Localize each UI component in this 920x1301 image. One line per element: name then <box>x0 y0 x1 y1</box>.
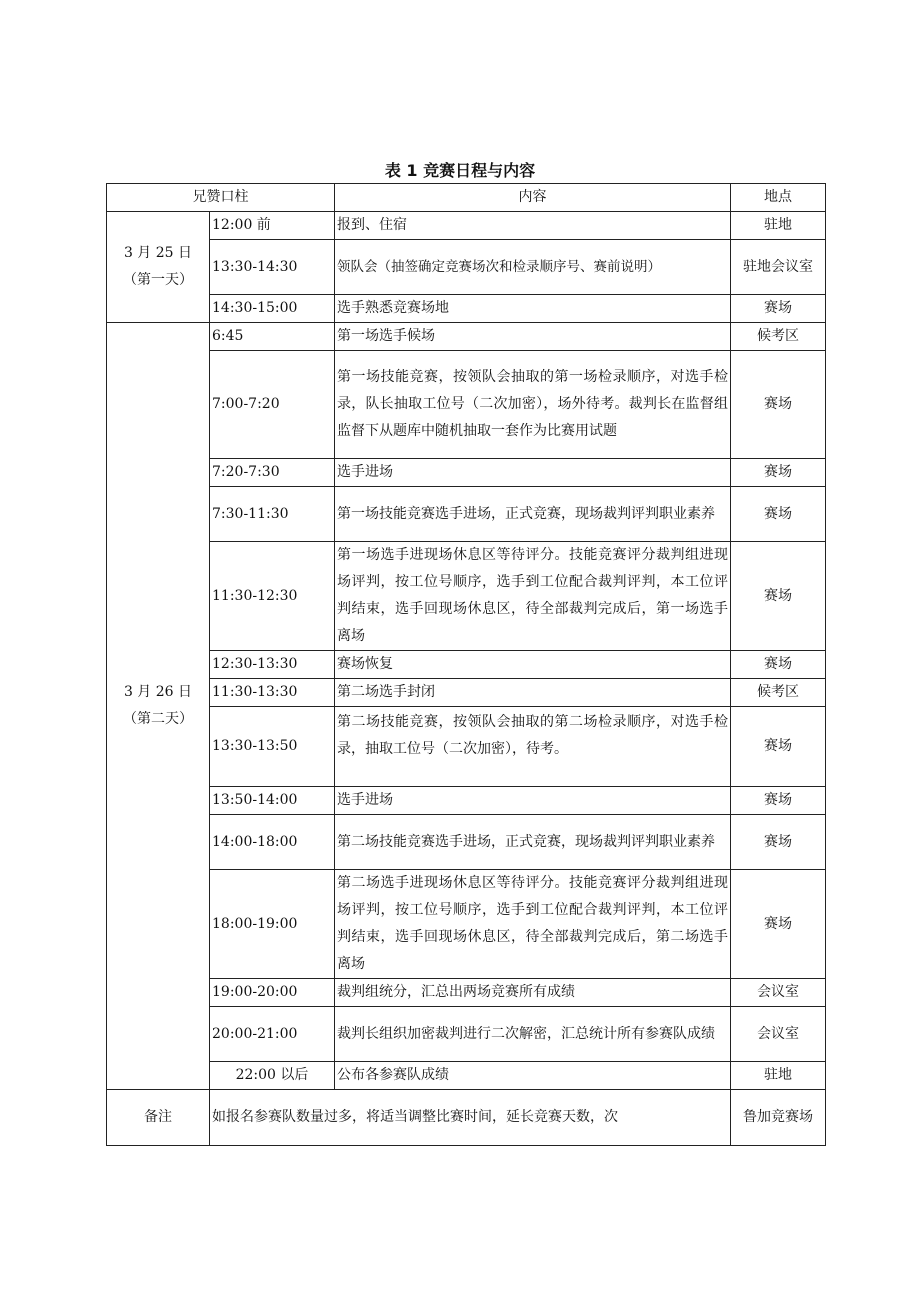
content-cell: 选手进场 <box>335 459 731 487</box>
header-content: 内容 <box>335 184 731 212</box>
location-cell: 赛场 <box>731 351 826 459</box>
day2-cell <box>107 323 210 1090</box>
time-cell: 7:30-11:30 <box>210 487 335 542</box>
content-cell: 裁判组统分，汇总出两场竞赛所有成绩 <box>335 979 731 1007</box>
time-cell: 7:20-7:30 <box>210 459 335 487</box>
time-cell: 18:00-19:00 <box>210 870 335 979</box>
table-title: 表 1 竞赛日程与内容 <box>384 161 536 180</box>
table-row <box>107 979 826 1007</box>
day1-label: （第一天） <box>123 272 193 288</box>
time-cell: 11:30-12:30 <box>210 542 335 651</box>
time-cell: 11:30-13:30 <box>210 679 335 707</box>
note-text: 如报名参赛队数量过多，将适当调整比赛时间，延长竞赛天数，次 <box>210 1090 731 1146</box>
table-row <box>107 240 826 295</box>
content-cell: 第二场技能竞赛选手进场，正式竞赛，现场裁判评判职业素养 <box>335 815 731 870</box>
time-cell: 14:30-15:00 <box>210 295 335 323</box>
location-cell: 驻地会议室 <box>731 240 826 295</box>
content-cell: 第一场选手进现场休息区等待评分。技能竞赛评分裁判组进现场评判，按工位号顺序，选手到工位配合裁判评判，本工位评判结束，选手回现场休息区，待全部裁判完成后，第一场选手离场 <box>335 542 731 651</box>
location-cell: 赛场 <box>731 459 826 487</box>
time-cell: 7:00-7:20 <box>210 351 335 459</box>
day1-cell <box>107 212 210 323</box>
table-row <box>107 870 826 979</box>
content-cell: 裁判长组织加密裁判进行二次解密，汇总统计所有参赛队成绩 <box>335 1007 731 1062</box>
time-cell: 20:00-21:00 <box>210 1007 335 1062</box>
location-cell: 驻地 <box>731 1062 826 1090</box>
location-cell: 驻地 <box>731 212 826 240</box>
table-row <box>107 212 826 240</box>
day2-label: （第二天） <box>123 711 193 727</box>
location-cell: 赛场 <box>731 651 826 679</box>
header-location: 地点 <box>731 184 826 212</box>
day1-date: 3 月 25 日 <box>123 245 193 261</box>
time-cell: 19:00-20:00 <box>210 979 335 1007</box>
content-cell: 第一场选手候场 <box>335 323 731 351</box>
note-row <box>107 1090 826 1146</box>
time-cell: 12:00 前 <box>210 212 335 240</box>
location-cell: 赛场 <box>731 815 826 870</box>
table-row <box>107 1062 826 1090</box>
table-row <box>107 323 826 351</box>
content-cell: 公布各参赛队成绩 <box>335 1062 731 1090</box>
location-cell: 赛场 <box>731 487 826 542</box>
content-cell: 报到、住宿 <box>335 212 731 240</box>
location-cell: 候考区 <box>731 679 826 707</box>
table-row <box>107 707 826 787</box>
time-cell: 13:30-13:50 <box>210 707 335 787</box>
content-cell: 第二场选手封闭 <box>335 679 731 707</box>
content-cell: 第一场技能竞赛，按领队会抽取的第一场检录顺序，对选手检录，队长抽取工位号（二次加密），场外待考。裁判长在监督组监督下从题库中随机抽取一套作为比赛用试题 <box>335 351 731 459</box>
location-cell: 赛场 <box>731 542 826 651</box>
time-cell: 12:30-13:30 <box>210 651 335 679</box>
location-cell: 赛场 <box>731 870 826 979</box>
table-row <box>107 459 826 487</box>
location-cell: 候考区 <box>731 323 826 351</box>
table-row <box>107 815 826 870</box>
table-row <box>107 679 826 707</box>
content-cell: 赛场恢复 <box>335 651 731 679</box>
table-row <box>107 787 826 815</box>
location-cell: 会议室 <box>731 1007 826 1062</box>
table-row <box>107 295 826 323</box>
location-cell: 会议室 <box>731 979 826 1007</box>
note-tail: 鲁加竞赛场 <box>731 1090 826 1146</box>
table-row <box>107 542 826 651</box>
location-cell: 赛场 <box>731 295 826 323</box>
time-cell: 14:00-18:00 <box>210 815 335 870</box>
note-label: 备注 <box>107 1090 210 1146</box>
table-row <box>107 351 826 459</box>
header-date: 兄赞口柱 <box>107 184 335 212</box>
table-row <box>107 651 826 679</box>
time-cell: 13:30-14:30 <box>210 240 335 295</box>
content-cell: 第一场技能竞赛选手进场，正式竞赛，现场裁判评判职业素养 <box>335 487 731 542</box>
content-cell: 第二场选手进现场休息区等待评分。技能竞赛评分裁判组进现场评判，按工位号顺序，选手到工位配合裁判评判，本工位评判结束，选手回现场休息区，待全部裁判完成后，第二场选手离场 <box>335 870 731 979</box>
table-row <box>107 1007 826 1062</box>
location-cell: 赛场 <box>731 787 826 815</box>
content-cell: 选手进场 <box>335 787 731 815</box>
header-row <box>107 184 826 212</box>
schedule-table <box>106 183 826 1146</box>
time-cell: 22:00 以后 <box>210 1062 335 1090</box>
content-cell: 第二场技能竞赛，按领队会抽取的第二场检录顺序，对选手检录，抽取工位号（二次加密），待考。 <box>335 707 731 787</box>
content-cell: 选手熟悉竞赛场地 <box>335 295 731 323</box>
table-row <box>107 487 826 542</box>
location-cell: 赛场 <box>731 707 826 787</box>
time-cell: 6:45 <box>210 323 335 351</box>
day2-date: 3 月 26 日 <box>123 684 193 700</box>
content-cell: 领队会（抽签确定竞赛场次和检录顺序号、赛前说明） <box>335 240 731 295</box>
time-cell: 13:50-14:00 <box>210 787 335 815</box>
